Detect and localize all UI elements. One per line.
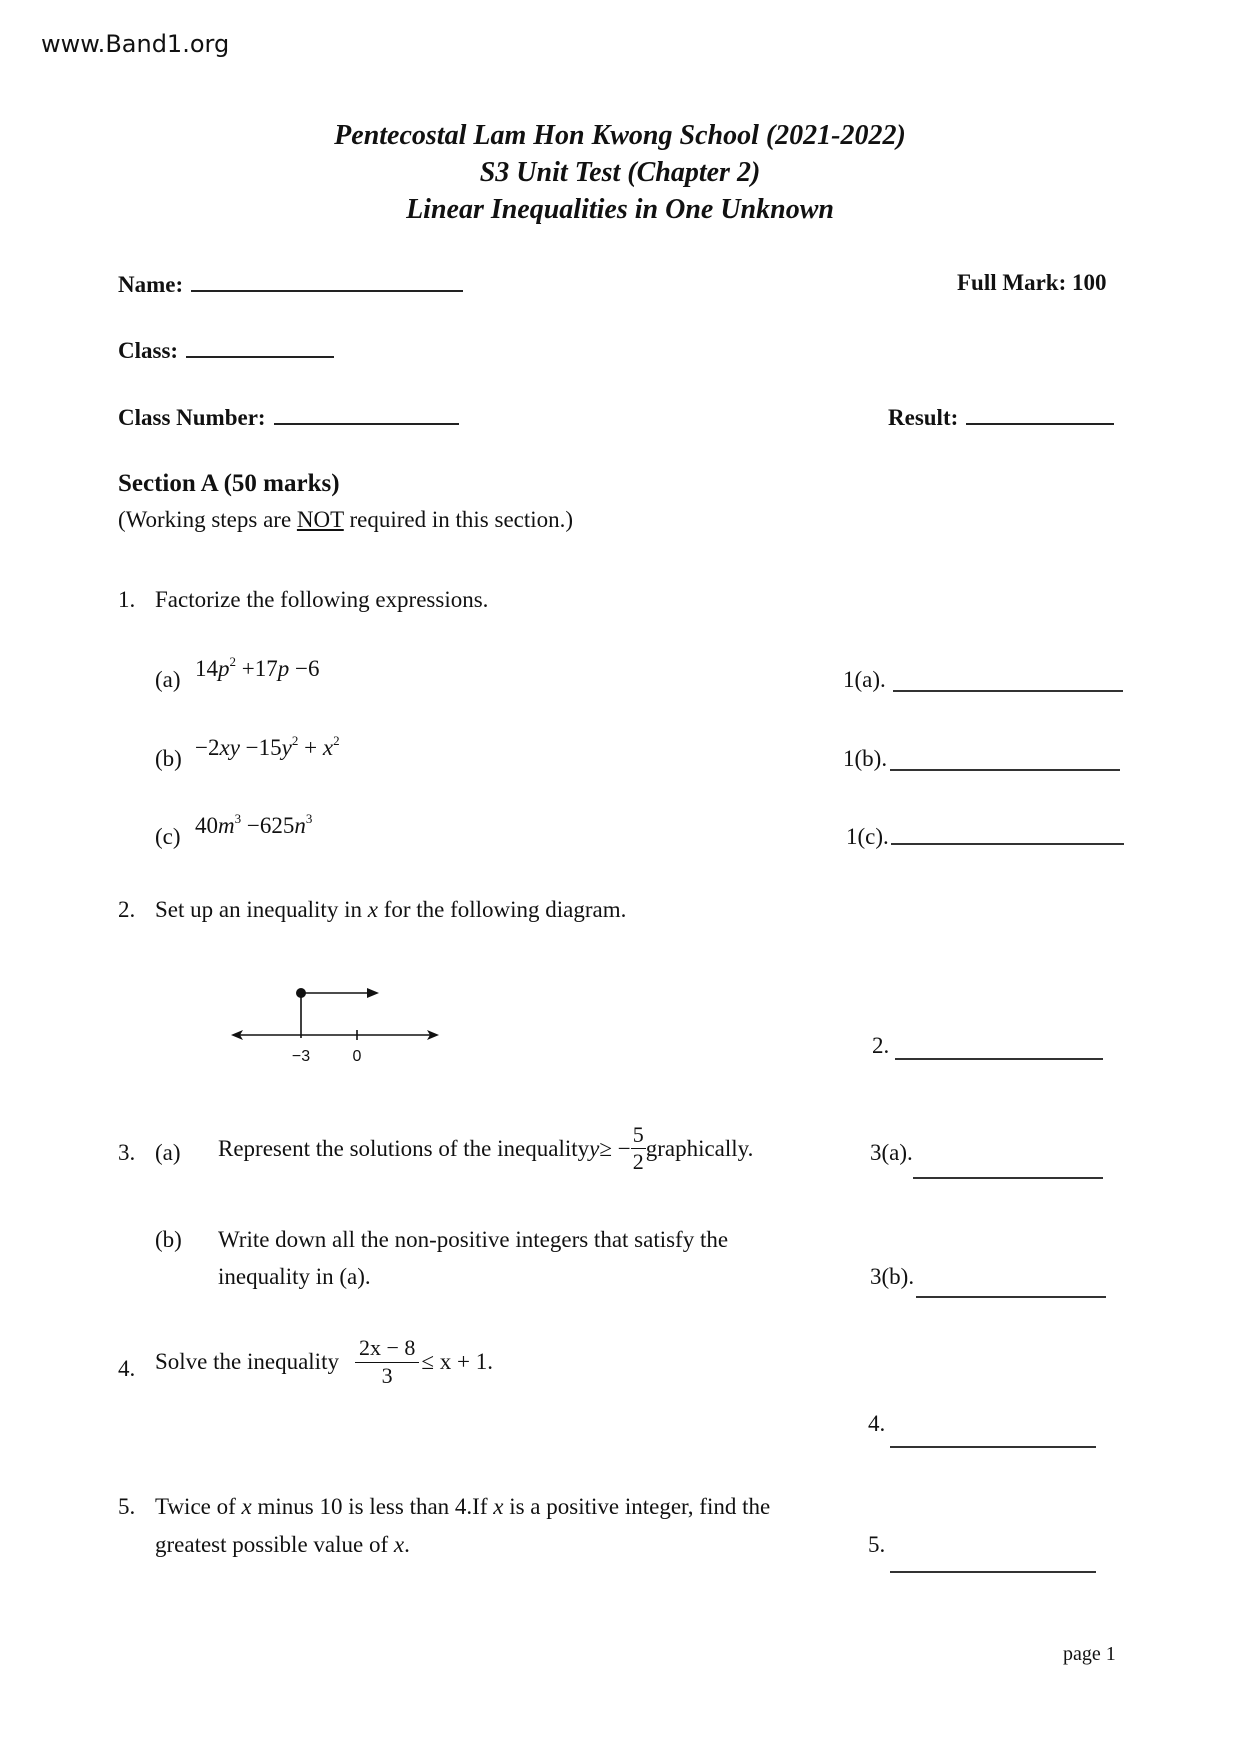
- test-title: S3 Unit Test (Chapter 2): [479, 157, 761, 188]
- q1-number: 1.: [118, 587, 136, 612]
- q1c-answer-label: 1(c).: [846, 824, 889, 849]
- q3b-answer-line[interactable]: [916, 1296, 1106, 1298]
- class-number-label: Class Number:: [118, 405, 266, 430]
- q1c-expression: $40m^3 -625n^3$: [195, 811, 313, 838]
- number-line-diagram: [225, 975, 455, 1070]
- section-note-post: required in this section.): [343, 507, 574, 532]
- q3a-var: y: [589, 1135, 600, 1161]
- class-number-blank[interactable]: [274, 403, 459, 425]
- q1c-label: (c): [155, 824, 181, 849]
- q3a-answer-label: 3(a).: [870, 1140, 913, 1165]
- q1b-answer-label: 1(b).: [843, 746, 888, 771]
- q3b-line2: inequality in (a).: [218, 1264, 371, 1289]
- q2-number: 2.: [118, 897, 136, 922]
- q3a-text-pre: Represent the solutions of the inequality: [218, 1135, 590, 1161]
- q3a-text: [218, 1124, 753, 1173]
- q1b-expression: $-2xy -15y^2 + x^2$: [195, 733, 340, 760]
- q2-answer-line[interactable]: [895, 1058, 1103, 1060]
- full-mark: Full Mark: 100: [957, 270, 1107, 295]
- q4-fraction: $\frac{2x - 8}{3}$: [355, 1337, 419, 1387]
- q3a-fraction: $\frac{5}{2}$: [632, 1122, 644, 1174]
- q3-number: 3.: [118, 1140, 136, 1165]
- name-blank[interactable]: [191, 270, 463, 292]
- watermark: www.Band1.org: [41, 30, 230, 58]
- q5-number: 5.: [118, 1494, 136, 1519]
- q1b-answer-line[interactable]: [890, 769, 1120, 771]
- q4-answer-line[interactable]: [890, 1446, 1096, 1448]
- q2-text: [155, 897, 626, 923]
- q3b-line1: Write down all the non-positive integers that satisfy the: [218, 1227, 729, 1252]
- q4-text: [155, 1337, 493, 1387]
- q1-text: Factorize the following expressions.: [155, 587, 489, 612]
- q3a-op: ≥ −: [599, 1135, 631, 1161]
- school-title: Pentecostal Lam Hon Kwong School (2021-2022): [334, 120, 906, 151]
- result-blank[interactable]: [966, 403, 1114, 425]
- class-number-field[interactable]: [118, 403, 459, 431]
- q1c-answer-line[interactable]: [891, 843, 1124, 845]
- class-label: Class:: [118, 338, 179, 363]
- class-field[interactable]: [118, 336, 334, 364]
- ray-arrow-icon: [367, 988, 379, 998]
- q3a-label: (a): [155, 1140, 181, 1165]
- q5-line1: Twice of x minus 10 is less than 4.If x is a positive integer, find the: [155, 1494, 771, 1519]
- q1a-answer-line[interactable]: [893, 690, 1123, 692]
- q1a-label: (a): [155, 667, 181, 692]
- q1a-expression: $14p^2 +17p -6$: [195, 654, 320, 681]
- q3a-answer-line[interactable]: [913, 1177, 1103, 1179]
- section-note-emph: NOT: [296, 507, 344, 532]
- q2-var: x: [367, 897, 378, 922]
- q4-answer-label: 4.: [868, 1411, 886, 1436]
- page-number: page 1: [1063, 1643, 1116, 1665]
- q2-text-pre: Set up an inequality in: [155, 897, 368, 922]
- topic-title: Linear Inequalities in One Unknown: [406, 194, 834, 225]
- section-note-pre: (Working steps are: [118, 507, 297, 532]
- result-label: Result:: [888, 405, 959, 430]
- q4-number: 4.: [118, 1356, 136, 1381]
- section-title: Section A (50 marks): [118, 470, 340, 497]
- class-blank[interactable]: [186, 336, 334, 358]
- q4-text-lead: Solve the inequality: [155, 1349, 339, 1374]
- q5-line2: greatest possible value of x.: [155, 1532, 410, 1557]
- q1a-answer-label: 1(a).: [843, 667, 886, 692]
- q4-rhs: ≤ x + 1.: [421, 1349, 493, 1374]
- q5-answer-line[interactable]: [890, 1571, 1096, 1573]
- q1b-label: (b): [155, 746, 182, 771]
- q3b-answer-label: 3(b).: [870, 1264, 915, 1289]
- section-note: [118, 507, 573, 533]
- q2-answer-label: 2.: [872, 1033, 890, 1058]
- q3b-label: (b): [155, 1227, 182, 1252]
- tick-label-neg3: −3: [291, 1048, 311, 1065]
- result-field[interactable]: [888, 403, 1114, 431]
- name-field[interactable]: [118, 270, 463, 298]
- q3a-text-post: graphically.: [645, 1135, 754, 1161]
- name-label: Name:: [118, 272, 184, 297]
- q2-text-post: for the following diagram.: [377, 897, 627, 922]
- q5-answer-label: 5.: [868, 1532, 886, 1557]
- tick-label-0: 0: [352, 1048, 362, 1065]
